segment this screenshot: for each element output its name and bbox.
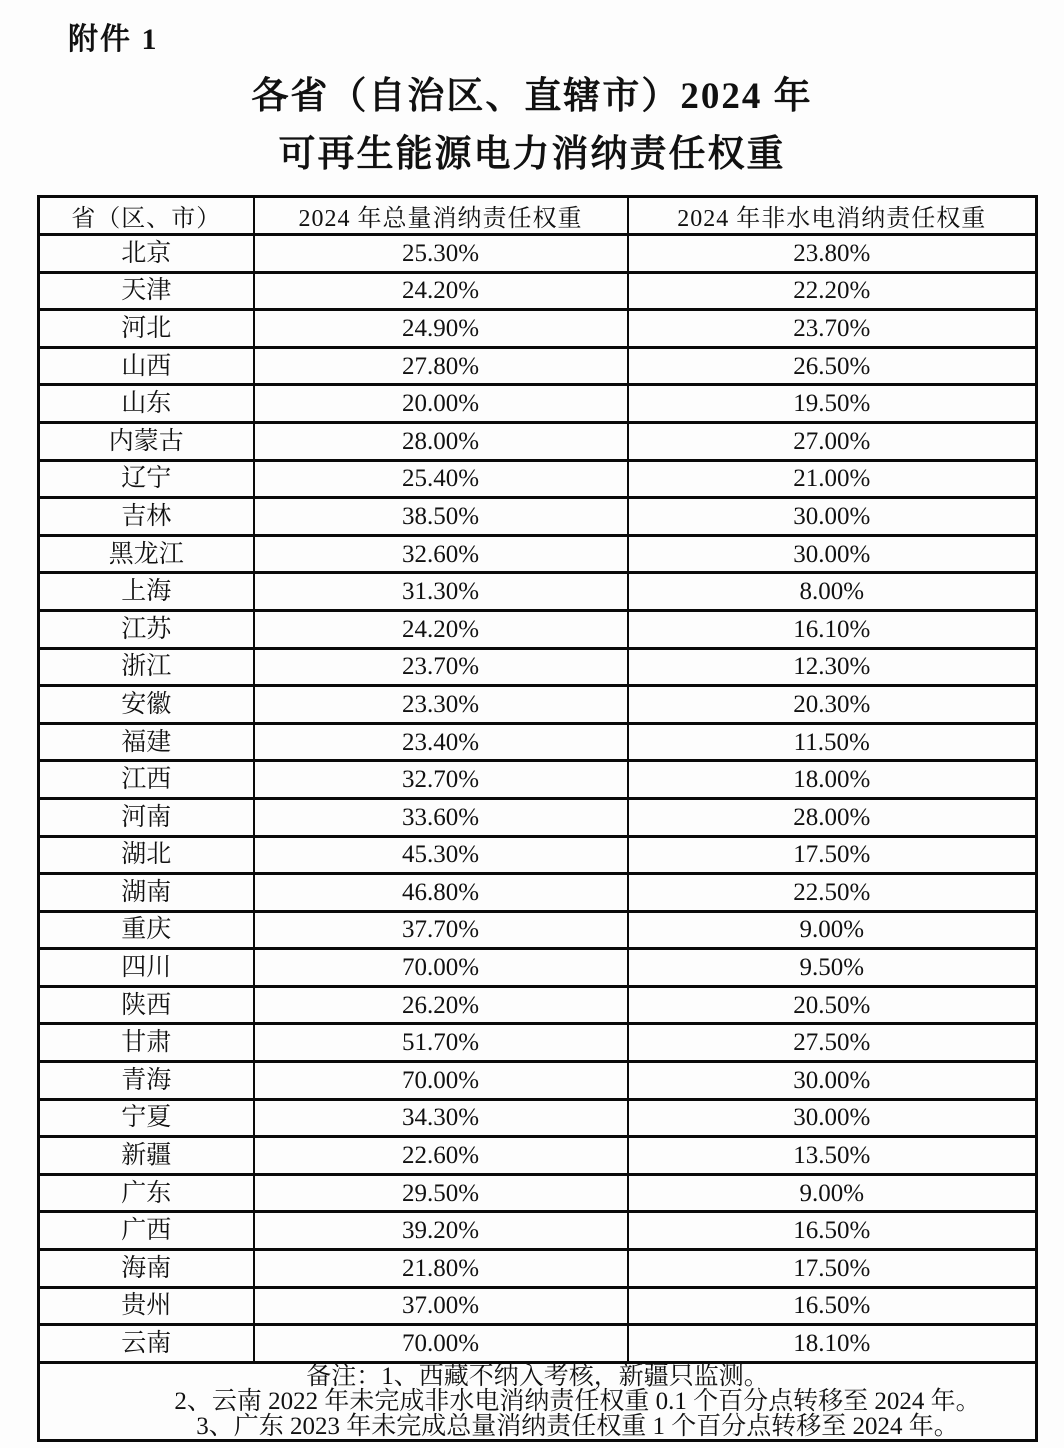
cell-province: 山东 (39, 385, 254, 423)
table-row (39, 422, 1037, 460)
table-row (39, 798, 1037, 836)
table-row (39, 1212, 1037, 1250)
cell-non-hydro-weight: 22.50% (628, 874, 1037, 912)
cell-non-hydro-weight: 30.00% (628, 535, 1037, 573)
table-row (39, 874, 1037, 912)
header-total-weight: 2024 年总量消纳责任权重 (254, 197, 628, 235)
cell-non-hydro-weight: 20.30% (628, 686, 1037, 724)
cell-province: 天津 (39, 272, 254, 310)
table-row (39, 836, 1037, 874)
cell-province: 青海 (39, 1062, 254, 1100)
cell-total-weight: 23.70% (254, 648, 628, 686)
document-title-line1: 各省（自治区、直辖市）2024 年 (251, 76, 813, 117)
cell-total-weight: 23.40% (254, 723, 628, 761)
table-row (39, 1250, 1037, 1288)
cell-province: 陕西 (39, 986, 254, 1024)
cell-province: 河南 (39, 798, 254, 836)
table-row (39, 761, 1037, 799)
cell-non-hydro-weight: 26.50% (628, 347, 1037, 385)
table-row (39, 235, 1037, 273)
cell-total-weight: 24.20% (254, 272, 628, 310)
table-row (39, 949, 1037, 987)
cell-province: 吉林 (39, 498, 254, 536)
cell-province: 安徽 (39, 686, 254, 724)
cell-non-hydro-weight: 30.00% (628, 498, 1037, 536)
cell-province: 甘肃 (39, 1024, 254, 1062)
cell-non-hydro-weight: 21.00% (628, 460, 1037, 498)
cell-non-hydro-weight: 16.50% (628, 1287, 1037, 1325)
cell-non-hydro-weight: 30.00% (628, 1099, 1037, 1137)
cell-total-weight: 32.60% (254, 535, 628, 573)
cell-non-hydro-weight: 27.50% (628, 1024, 1037, 1062)
table-row (39, 911, 1037, 949)
cell-non-hydro-weight: 28.00% (628, 798, 1037, 836)
table-row (39, 385, 1037, 423)
cell-non-hydro-weight: 11.50% (628, 723, 1037, 761)
cell-province: 上海 (39, 573, 254, 611)
notes-row (39, 1362, 1037, 1440)
table-row (39, 1137, 1037, 1175)
cell-total-weight: 70.00% (254, 1325, 628, 1363)
cell-total-weight: 38.50% (254, 498, 628, 536)
table-row (39, 610, 1037, 648)
header-non-hydro-weight: 2024 年非水电消纳责任权重 (628, 197, 1037, 235)
cell-total-weight: 34.30% (254, 1099, 628, 1137)
table-row (39, 1062, 1037, 1100)
cell-total-weight: 29.50% (254, 1174, 628, 1212)
cell-province: 云南 (39, 1325, 254, 1363)
note-line-3: 3、广东 2023 年未完成总量消纳责任权重 1 个百分点转移至 2024 年。 (196, 1412, 959, 1440)
document-title-line2: 可再生能源电力消纳责任权重 (278, 134, 786, 175)
cell-total-weight: 70.00% (254, 1062, 628, 1100)
cell-province: 江苏 (39, 610, 254, 648)
table-row (39, 723, 1037, 761)
cell-province: 河北 (39, 310, 254, 348)
cell-non-hydro-weight: 12.30% (628, 648, 1037, 686)
table-row (39, 986, 1037, 1024)
table-row (39, 1099, 1037, 1137)
cell-total-weight: 37.70% (254, 911, 628, 949)
cell-non-hydro-weight: 9.50% (628, 949, 1037, 987)
cell-province: 贵州 (39, 1287, 254, 1325)
cell-non-hydro-weight: 16.10% (628, 610, 1037, 648)
cell-province: 湖南 (39, 874, 254, 912)
cell-province: 黑龙江 (39, 535, 254, 573)
cell-non-hydro-weight: 9.00% (628, 1174, 1037, 1212)
cell-total-weight: 39.20% (254, 1212, 628, 1250)
table-footer (39, 1362, 1037, 1440)
cell-non-hydro-weight: 30.00% (628, 1062, 1037, 1100)
cell-total-weight: 46.80% (254, 874, 628, 912)
cell-province: 北京 (39, 235, 254, 273)
cell-non-hydro-weight: 17.50% (628, 1250, 1037, 1288)
cell-province: 湖北 (39, 836, 254, 874)
attachment-label: 附件 1 (68, 23, 159, 56)
cell-non-hydro-weight: 27.00% (628, 422, 1037, 460)
table-row (39, 272, 1037, 310)
cell-province: 浙江 (39, 648, 254, 686)
cell-non-hydro-weight: 19.50% (628, 385, 1037, 423)
cell-non-hydro-weight: 17.50% (628, 836, 1037, 874)
cell-total-weight: 70.00% (254, 949, 628, 987)
table-row (39, 460, 1037, 498)
cell-total-weight: 26.20% (254, 986, 628, 1024)
table-row (39, 535, 1037, 573)
note-item-1: 1、西藏不纳入考核，新疆只监测。 (381, 1362, 769, 1390)
notes-cell (39, 1362, 1037, 1440)
table-body (39, 235, 1037, 1363)
header-province: 省（区、市） (39, 197, 254, 235)
cell-total-weight: 23.30% (254, 686, 628, 724)
cell-province: 内蒙古 (39, 422, 254, 460)
cell-total-weight: 32.70% (254, 761, 628, 799)
cell-total-weight: 21.80% (254, 1250, 628, 1288)
cell-province: 海南 (39, 1250, 254, 1288)
cell-total-weight: 25.40% (254, 460, 628, 498)
cell-total-weight: 24.20% (254, 610, 628, 648)
cell-non-hydro-weight: 18.00% (628, 761, 1037, 799)
cell-total-weight: 24.90% (254, 310, 628, 348)
cell-province: 广西 (39, 1212, 254, 1250)
document-title (0, 0, 1064, 184)
cell-province: 新疆 (39, 1137, 254, 1175)
table-row (39, 1325, 1037, 1363)
cell-non-hydro-weight: 9.00% (628, 911, 1037, 949)
cell-non-hydro-weight: 13.50% (628, 1137, 1037, 1175)
cell-province: 辽宁 (39, 460, 254, 498)
cell-province: 山西 (39, 347, 254, 385)
table-row (39, 1024, 1037, 1062)
table-header-row (39, 197, 1037, 235)
weights-table (37, 195, 1038, 1442)
cell-total-weight: 31.30% (254, 573, 628, 611)
cell-total-weight: 45.30% (254, 836, 628, 874)
note-line-2: 2、云南 2022 年未完成非水电消纳责任权重 0.1 个百分点转移至 2024 年。 (174, 1387, 981, 1415)
table-row (39, 310, 1037, 348)
cell-province: 重庆 (39, 911, 254, 949)
cell-non-hydro-weight: 23.70% (628, 310, 1037, 348)
cell-non-hydro-weight: 8.00% (628, 573, 1037, 611)
table-row (39, 347, 1037, 385)
table-row (39, 1174, 1037, 1212)
note-line-1 (40, 1364, 1035, 1389)
cell-total-weight: 33.60% (254, 798, 628, 836)
cell-province: 广东 (39, 1174, 254, 1212)
cell-province: 江西 (39, 761, 254, 799)
table-row (39, 686, 1037, 724)
table-header (39, 197, 1037, 235)
cell-non-hydro-weight: 18.10% (628, 1325, 1037, 1363)
cell-total-weight: 37.00% (254, 1287, 628, 1325)
cell-non-hydro-weight: 16.50% (628, 1212, 1037, 1250)
cell-total-weight: 28.00% (254, 422, 628, 460)
cell-province: 宁夏 (39, 1099, 254, 1137)
cell-total-weight: 27.80% (254, 347, 628, 385)
table-row (39, 573, 1037, 611)
cell-total-weight: 22.60% (254, 1137, 628, 1175)
cell-province: 福建 (39, 723, 254, 761)
cell-total-weight: 20.00% (254, 385, 628, 423)
cell-province: 四川 (39, 949, 254, 987)
cell-total-weight: 25.30% (254, 235, 628, 273)
table-row (39, 498, 1037, 536)
cell-non-hydro-weight: 22.20% (628, 272, 1037, 310)
cell-non-hydro-weight: 23.80% (628, 235, 1037, 273)
notes-label: 备注： (306, 1362, 382, 1390)
table-row (39, 648, 1037, 686)
cell-total-weight: 51.70% (254, 1024, 628, 1062)
cell-non-hydro-weight: 20.50% (628, 986, 1037, 1024)
table-row (39, 1287, 1037, 1325)
